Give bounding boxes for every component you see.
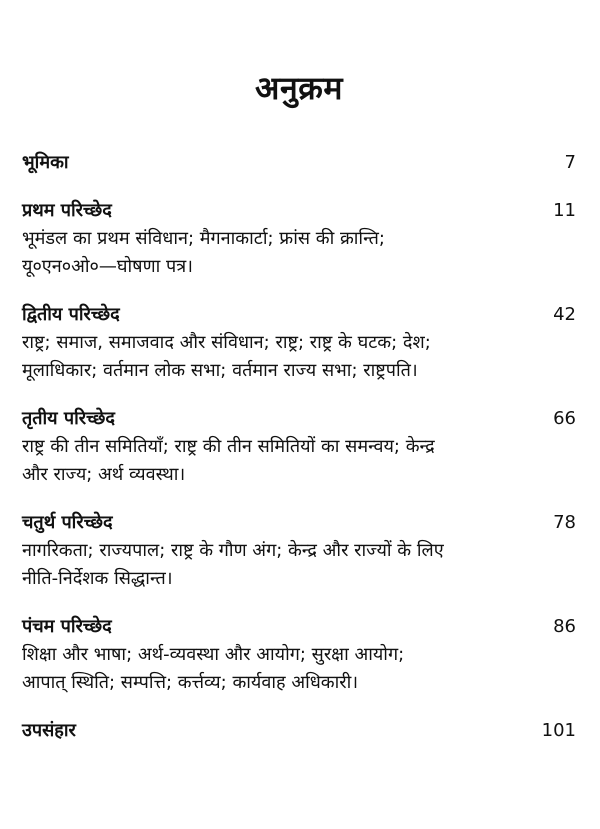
toc-entry-page: 42: [553, 304, 576, 325]
toc-entry: [22, 197, 576, 281]
toc-entry-header: [22, 717, 576, 745]
toc-entry-page: 7: [564, 152, 576, 173]
toc-entry-header: [22, 509, 576, 537]
toc-entry-description: शिक्षा और भाषा; अर्थ-व्यवस्था और आयोग; सुरक्षा आयोग; आपात् स्थिति; सम्पत्ति; कर्त्तव्य; कार्यवाह अधिकारी।: [22, 644, 405, 693]
toc-entry-header: [22, 613, 576, 641]
toc-entry-header: [22, 197, 576, 225]
toc-entry-page: 101: [541, 720, 576, 741]
toc-entry-heading: भूमिका: [22, 152, 69, 173]
toc-entry-heading: पंचम परिच्छेद: [22, 616, 112, 637]
toc-entry-page: 66: [553, 408, 576, 429]
toc-entry-header: [22, 405, 576, 433]
page-title: अनुक्रम: [255, 69, 343, 107]
toc-entry-heading: प्रथम परिच्छेद: [22, 200, 112, 221]
toc-entry-heading: उपसंहार: [22, 720, 76, 741]
toc-entry: [22, 613, 576, 697]
toc-entry: [22, 149, 576, 177]
toc-entry-description: राष्ट्र की तीन समितियाँ; राष्ट्र की तीन समितियों का समन्वय; केन्द्र और राज्य; अर्थ व्यवस्था।: [22, 436, 435, 485]
toc-entry-header: [22, 149, 576, 177]
toc-entry: [22, 405, 576, 489]
toc-entry-heading: द्वितीय परिच्छेद: [22, 304, 120, 325]
toc-entry-heading: चतुर्थ परिच्छेद: [22, 512, 113, 533]
toc-entry-page: 11: [553, 200, 576, 221]
toc-entry-header: [22, 301, 576, 329]
toc-entry-description: भूमंडल का प्रथम संविधान; मैगनाकार्टा; फ्रांस की क्रान्ति; यू०एन०ओ०—घोषणा पत्र।: [22, 228, 385, 277]
toc-entry-description: राष्ट्र; समाज, समाजवाद और संविधान; राष्ट्र; राष्ट्र के घटक; देश; मूलाधिकार; वर्तमान लोक सभा; वर्तमान राज्य सभा; राष्ट्रपति।: [22, 332, 431, 381]
toc-entry-page: 78: [553, 512, 576, 533]
toc-entry-heading: तृतीय परिच्छेद: [22, 408, 115, 429]
toc-entry: [22, 509, 576, 593]
toc-entry: [22, 717, 576, 745]
toc-entry-page: 86: [553, 616, 576, 637]
toc-entry: [22, 301, 576, 385]
toc-entry-description: नागरिकता; राज्यपाल; राष्ट्र के गौण अंग; केन्द्र और राज्यों के लिए नीति-निर्देशक सिद्धान्त।: [22, 540, 444, 589]
